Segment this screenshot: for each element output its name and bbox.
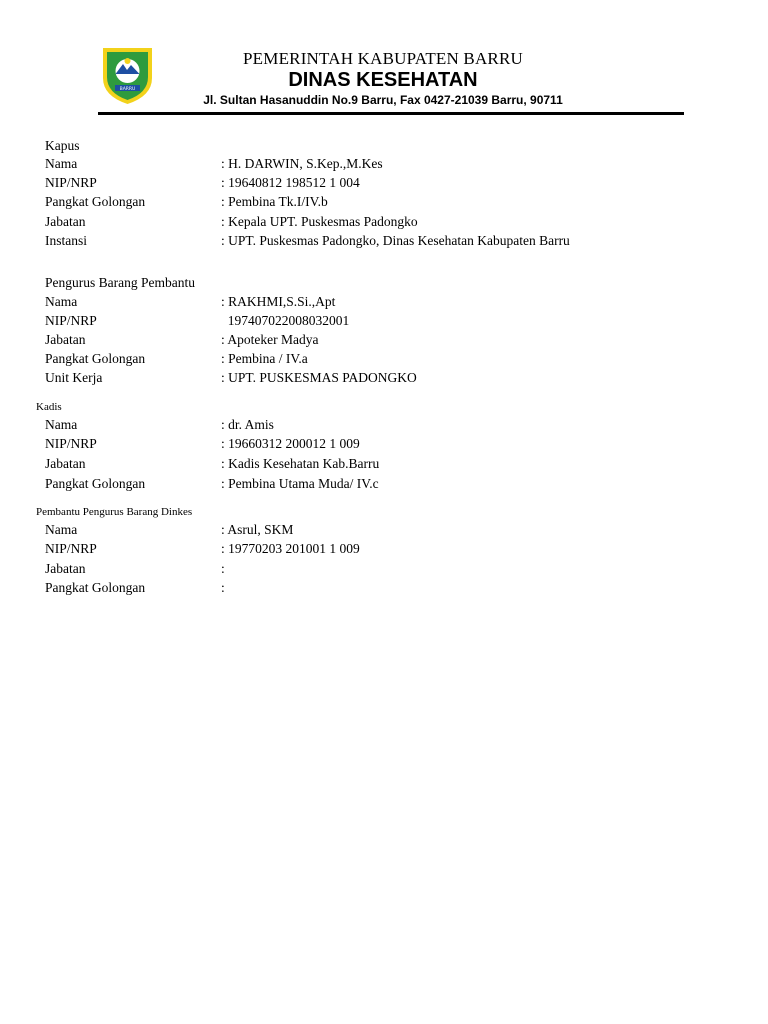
field-label: NIP/NRP [45, 313, 97, 328]
header-rule [98, 112, 684, 115]
field-value: : RAKHMI,S.Si.,Apt [221, 294, 336, 309]
section-title: Kadis [36, 401, 62, 413]
logo-text: BARRU [119, 87, 136, 92]
field-value: : UPT. Puskesmas Padongko, Dinas Kesehatan Kabupaten Barru [221, 233, 570, 248]
header-government: PEMERINTAH KABUPATEN BARRU [243, 49, 523, 68]
field-value: : 19770203 201001 1 009 [221, 541, 360, 556]
field-label: Pangkat Golongan [45, 351, 146, 366]
field-value: : [221, 561, 225, 576]
field-value: : [221, 580, 225, 595]
field-label: Pangkat Golongan [45, 580, 146, 595]
field-value: : Kadis Kesehatan Kab.Barru [221, 456, 380, 471]
field-label: Jabatan [45, 456, 86, 471]
field-label: Unit Kerja [45, 370, 103, 385]
section-title: Pengurus Barang Pembantu [45, 275, 195, 290]
field-label: Nama [45, 156, 78, 171]
field-value: 197407022008032001 [221, 313, 350, 328]
section-title: Pembantu Pengurus Barang Dinkes [36, 506, 193, 518]
section-title: Kapus [45, 138, 80, 153]
field-label: Instansi [45, 233, 87, 248]
field-value: : 19640812 198512 1 004 [221, 175, 360, 190]
field-value: : dr. Amis [221, 417, 274, 432]
header-agency: DINAS KESEHATAN [288, 69, 478, 91]
field-label: Jabatan [45, 214, 86, 229]
field-value: : H. DARWIN, S.Kep.,M.Kes [221, 156, 383, 171]
field-label: Pangkat Golongan [45, 194, 146, 209]
field-label: Nama [45, 294, 78, 309]
field-label: NIP/NRP [45, 175, 97, 190]
field-value: : Pembina Tk.I/IV.b [221, 194, 328, 209]
field-label: Pangkat Golongan [45, 476, 146, 491]
field-label: Nama [45, 522, 78, 537]
field-label: Jabatan [45, 561, 86, 576]
field-label: NIP/NRP [45, 541, 97, 556]
field-value: : Pembina / IV.a [221, 351, 308, 366]
field-value: : Kepala UPT. Puskesmas Padongko [221, 214, 418, 229]
header-address: Jl. Sultan Hasanuddin No.9 Barru, Fax 0427-21039 Barru, 90711 [203, 93, 563, 107]
field-label: Nama [45, 417, 78, 432]
field-value: : UPT. PUSKESMAS PADONGKO [221, 370, 417, 385]
field-label: NIP/NRP [45, 436, 97, 451]
field-label: Jabatan [45, 332, 86, 347]
field-value: : Apoteker Madya [221, 332, 319, 347]
field-value: : Pembina Utama Muda/ IV.c [221, 476, 379, 491]
field-value: : 19660312 200012 1 009 [221, 436, 360, 451]
field-value: : Asrul, SKM [221, 522, 294, 537]
